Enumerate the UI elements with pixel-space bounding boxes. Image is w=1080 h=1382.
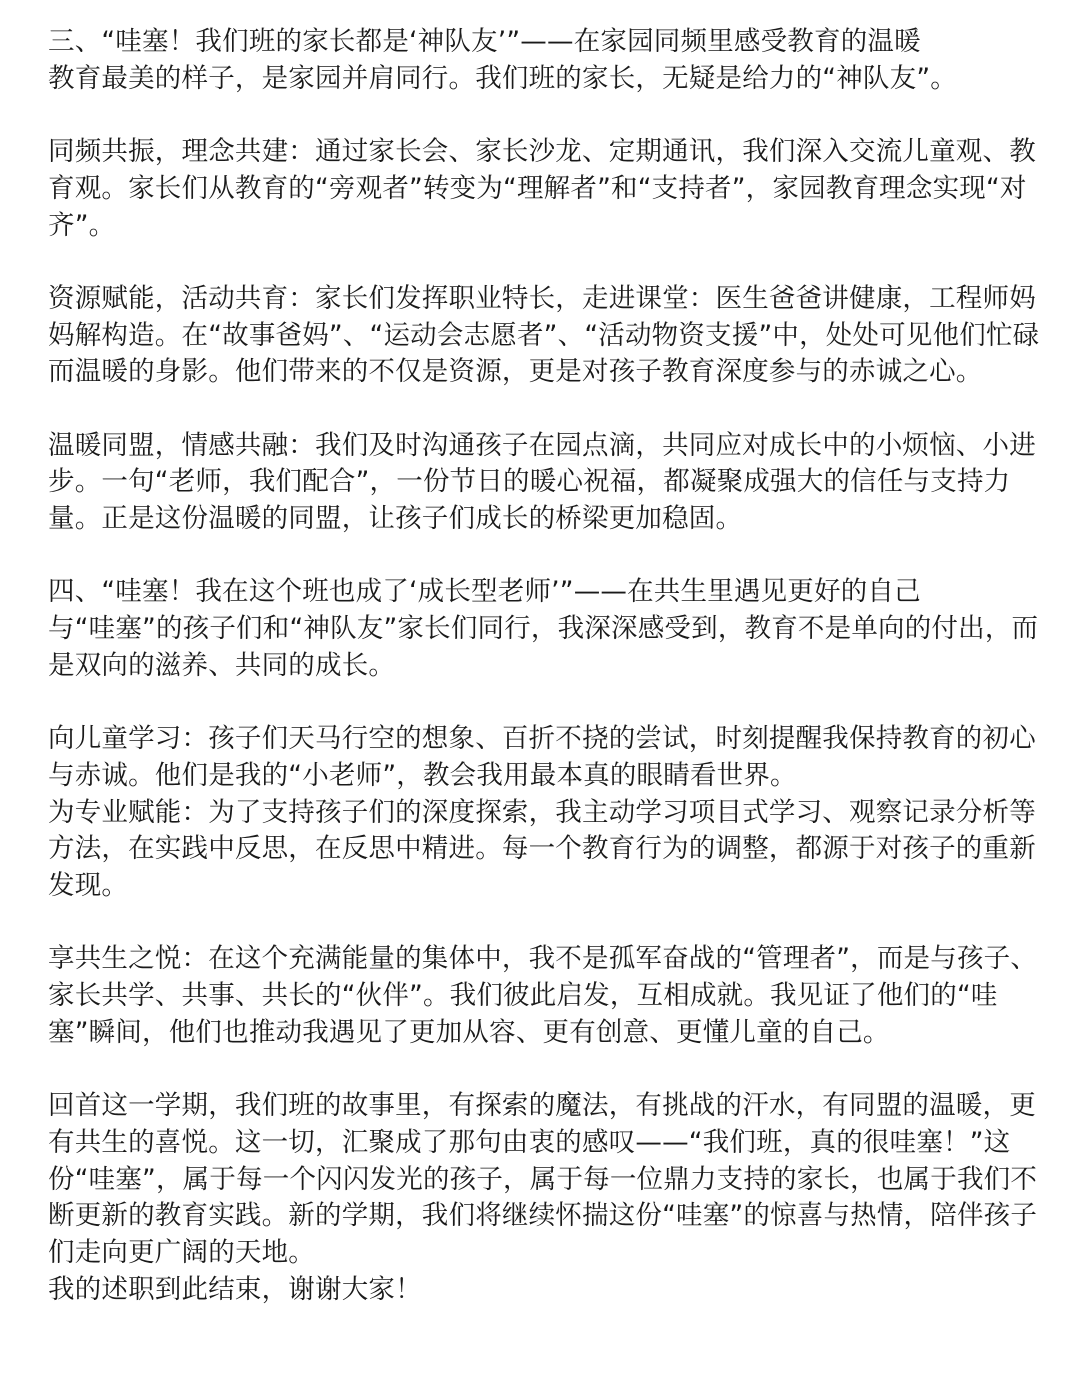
paragraph-gap bbox=[48, 391, 1048, 428]
section-3-paragraph-2: 资源赋能，活动共育：家长们发挥职业特长，走进课堂：医生爸爸讲健康，工程师妈妈解构造。在“故事爸妈”、“运动会志愿者”、“活动物资支援”中，处处可见他们忙碌而温暖的身影。他们带来的不仅是资源，更是对孩子教育深度参与的赤诚之心。 bbox=[48, 282, 1040, 388]
section-3-intro: 教育最美的样子，是家园并肩同行。我们班的家长，无疑是给力的“神队友”。 bbox=[48, 62, 957, 94]
paragraph-gap bbox=[48, 1052, 1048, 1089]
section-3-paragraph-3: 温暖同盟，情感共融：我们及时沟通孩子在园点滴，共同应对成长中的小烦恼、小进步。一句“老师，我们配合”，一份节日的暖心祝福，都凝聚成强大的信任与支持力量。正是这份温暖的同盟，让孩子们成长的桥梁更加稳固。 bbox=[48, 429, 1036, 535]
section-3-paragraph-1: 同频共振，理念共建：通过家长会、家长沙龙、定期通讯，我们深入交流儿童观、教育观。家长们从教育的“旁观者”转变为“理解者”和“支持者”，家园教育理念实现“对齐”。 bbox=[48, 136, 1036, 241]
section-3-heading: 三、“哇塞！我们班的家长都是‘神队友’”——在家园同频里感受教育的温暖 bbox=[48, 26, 921, 57]
paragraph-gap bbox=[48, 244, 1048, 281]
section-4-intro: 与“哇塞”的孩子们和“神队友”家长们同行，我深深感受到，教育不是单向的付出，而是双向的滋养、共同的成长。 bbox=[48, 613, 1039, 681]
closing-paragraph: 回首这一学期，我们班的故事里，有探索的魔法，有挑战的汗水，有同盟的温暖，更有共生的喜悦。这一切，汇聚成了那句由衷的感叹——“我们班，真的很哇塞！”这份“哇塞”，属于每一个闪闪发光的孩子，属于每一位鼎力支持的家长，也属于我们不断更新的教育实践。新的学期，我们将继续怀揣这份“哇塞”的惊喜与热情，陪伴孩子们走向更广阔的天地。 bbox=[48, 1090, 1038, 1269]
section-4-heading: 四、“哇塞！我在这个班也成了‘成长型老师’”——在共生里遇见更好的自己 bbox=[48, 576, 921, 608]
section-4-paragraph-2: 为专业赋能：为了支持孩子们的深度探索，我主动学习项目式学习、观察记录分析等方法，在实践中反思，在反思中精进。每一个教育行为的调整，都源于对孩子的重新发现。 bbox=[48, 796, 1036, 902]
paragraph-gap bbox=[48, 685, 1048, 722]
paragraph-gap bbox=[48, 538, 1048, 575]
document-body bbox=[48, 24, 1048, 1309]
section-4-paragraph-1: 向儿童学习：孩子们天马行空的想象、百折不挠的尝试，时刻提醒我保持教育的初心与赤诚。他们是我的“小老师”，教会我用最本真的眼睛看世界。 bbox=[48, 723, 1036, 791]
section-4-paragraph-3: 享共生之悦：在这个充满能量的集体中，我不是孤军奋战的“管理者”，而是与孩子、家长共学、共事、共长的“伙伴”。我们彼此启发，互相成就。我见证了他们的“哇塞”瞬间，他们也推动我遇见了更加从容、更有创意、更懂儿童的自己。 bbox=[48, 943, 1038, 1048]
paragraph-gap bbox=[48, 905, 1048, 942]
paragraph-gap bbox=[48, 97, 1048, 134]
closing-remark: 我的述职到此结束，谢谢大家！ bbox=[48, 1273, 422, 1305]
